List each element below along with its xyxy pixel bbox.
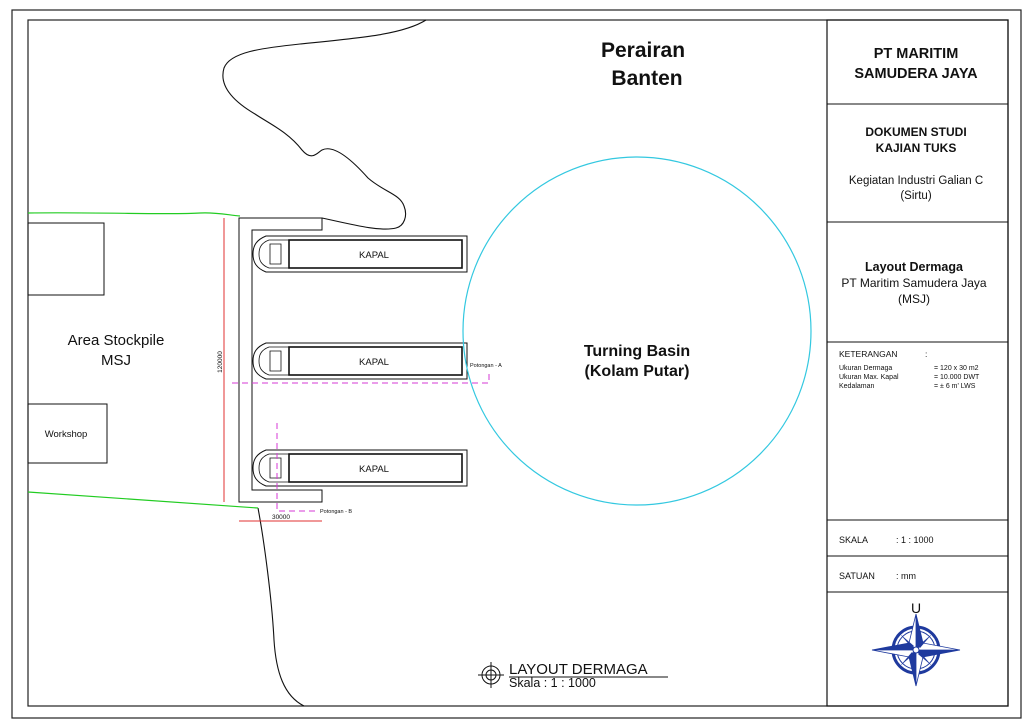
section-a-label: Potongan - A (470, 363, 502, 369)
sea-name-line1: Perairan (600, 39, 686, 62)
activity-line1: Kegiatan Industri Galian C (848, 175, 984, 187)
sea-name-line2: Banten (611, 67, 683, 90)
coastline-lower (258, 508, 304, 706)
note-label-3: Kedalaman (839, 383, 875, 390)
dimension-vertical-label: 120000 (217, 351, 224, 373)
company-name-line2: SAMUDERA JAYA (854, 66, 978, 82)
ship-2-label: KAPAL (359, 357, 389, 368)
pier-outline (239, 218, 322, 502)
document-name-line2: KAJIAN TUKS (875, 141, 957, 155)
section-b-label: Potongan - B (320, 509, 353, 515)
scale-value: : 1 : 1000 (896, 535, 934, 545)
ship-3 (253, 450, 467, 486)
note-label-2: Ukuran Max. Kapal (839, 374, 899, 381)
activity-line2: (Sirtu) (900, 190, 932, 202)
layout-scale: Skala : 1 : 1000 (509, 676, 596, 690)
ship-2 (253, 343, 467, 379)
turning-basin-label-line2: (Kolam Putar) (584, 363, 690, 380)
stockpile-label-line2: MSJ (101, 352, 131, 369)
ship-1 (253, 236, 467, 272)
company-name-line1: PT MARITIM (873, 46, 959, 62)
note-label-1: Ukuran Dermaga (839, 365, 893, 372)
note-value-1: = 120 x 30 m2 (934, 365, 979, 372)
dimension-horizontal-label: 30000 (271, 514, 291, 521)
ship-3-label: KAPAL (359, 464, 389, 475)
note-value-2: = 10.000 DWT (934, 374, 980, 381)
turning-basin-circle (463, 157, 811, 505)
stockpile-label-line1: Area Stockpile (67, 332, 165, 349)
north-letter: U (910, 600, 922, 616)
stockpile-box (28, 223, 104, 295)
section-b-line (277, 423, 318, 511)
ship-1-label: KAPAL (359, 250, 389, 261)
inner-border (28, 20, 1008, 706)
scale-label: SKALA (839, 535, 869, 545)
turning-basin-label-line1: Turning Basin (583, 343, 691, 360)
outer-border (12, 10, 1021, 718)
drawing-title: Layout Dermaga (865, 260, 963, 274)
layout-title-symbol (478, 662, 504, 688)
notes-heading-colon: : (925, 349, 928, 359)
drawing-owner-line1: PT Maritim Samudera Jaya (841, 276, 987, 290)
coastline-outline (223, 20, 426, 229)
green-coastline-top (28, 213, 240, 216)
unit-label: SATUAN (839, 571, 875, 581)
section-a-line (232, 370, 489, 383)
drawing-owner-line2: (MSJ) (898, 292, 930, 306)
compass-rose-icon (872, 614, 960, 686)
document-name-line1: DOKUMEN STUDI (865, 125, 967, 139)
workshop-label: Workshop (44, 429, 88, 440)
notes-heading: KETERANGAN (839, 349, 898, 359)
layout-title: LAYOUT DERMAGA (509, 661, 648, 678)
unit-value: : mm (896, 571, 916, 581)
note-value-3: = ± 6 m' LWS (934, 383, 976, 390)
